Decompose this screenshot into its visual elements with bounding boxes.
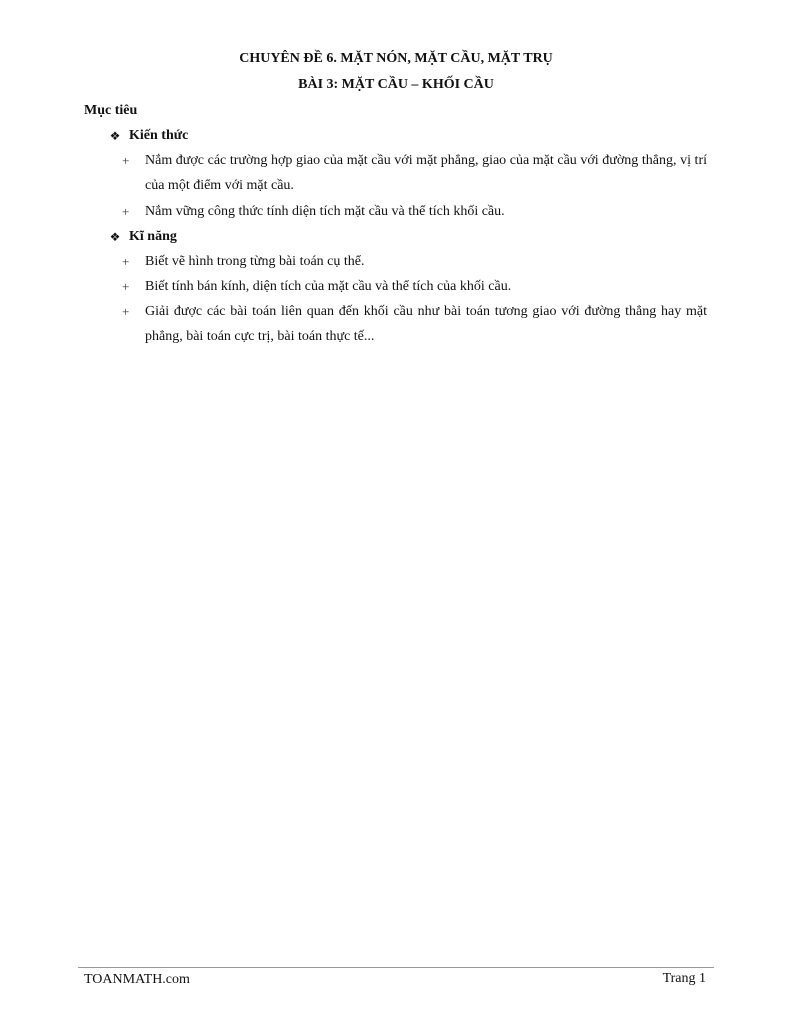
knowledge-heading: Kiến thức [129, 128, 189, 143]
list-item [122, 148, 707, 198]
footer-divider [78, 967, 714, 968]
list-item-text: Nắm vững công thức tính diện tích mặt cầu và thể tích khối cầu. [145, 204, 505, 219]
chapter-title: CHUYÊN ĐỀ 6. MẶT NÓN, MẶT CẦU, MẶT TRỤ [239, 51, 553, 66]
skills-subsection [108, 229, 177, 245]
list-item [122, 274, 707, 299]
skills-heading: Kĩ năng [129, 229, 177, 244]
list-item [122, 299, 707, 349]
list-item-text: Nắm được các trường hợp giao của mặt cầu với mặt phẳng, giao của mặt cầu với đường thẳng, vị trí của một điểm với mặt cầu. [145, 153, 707, 193]
list-item [122, 249, 707, 274]
knowledge-subsection [108, 128, 188, 144]
lesson-title: BÀI 3: MẶT CẦU – KHỐI CẦU [298, 77, 494, 92]
plus-icon: + [122, 254, 130, 269]
plus-icon: + [122, 204, 130, 219]
list-item-text: Biết vẽ hình trong từng bài toán cụ thể. [145, 254, 365, 269]
list-item-text: Giải được các bài toán liên quan đến khối cầu như bài toán tương giao với đường thẳng hay mặt phẳng, bài toán cực trị, bài toán thực tế... [145, 304, 707, 344]
objectives-heading: Mục tiêu [84, 103, 138, 118]
plus-icon: + [122, 304, 130, 319]
footer-site-name: TOANMATH.com [84, 972, 190, 987]
diamond-icon: ❖ [109, 229, 121, 244]
page-number: Trang 1 [662, 971, 706, 986]
list-item [122, 199, 707, 224]
plus-icon: + [122, 153, 130, 168]
diamond-icon: ❖ [109, 128, 121, 143]
plus-icon: + [122, 279, 130, 294]
list-item-text: Biết tính bán kính, diện tích của mặt cầu và thể tích của khối cầu. [145, 279, 512, 294]
